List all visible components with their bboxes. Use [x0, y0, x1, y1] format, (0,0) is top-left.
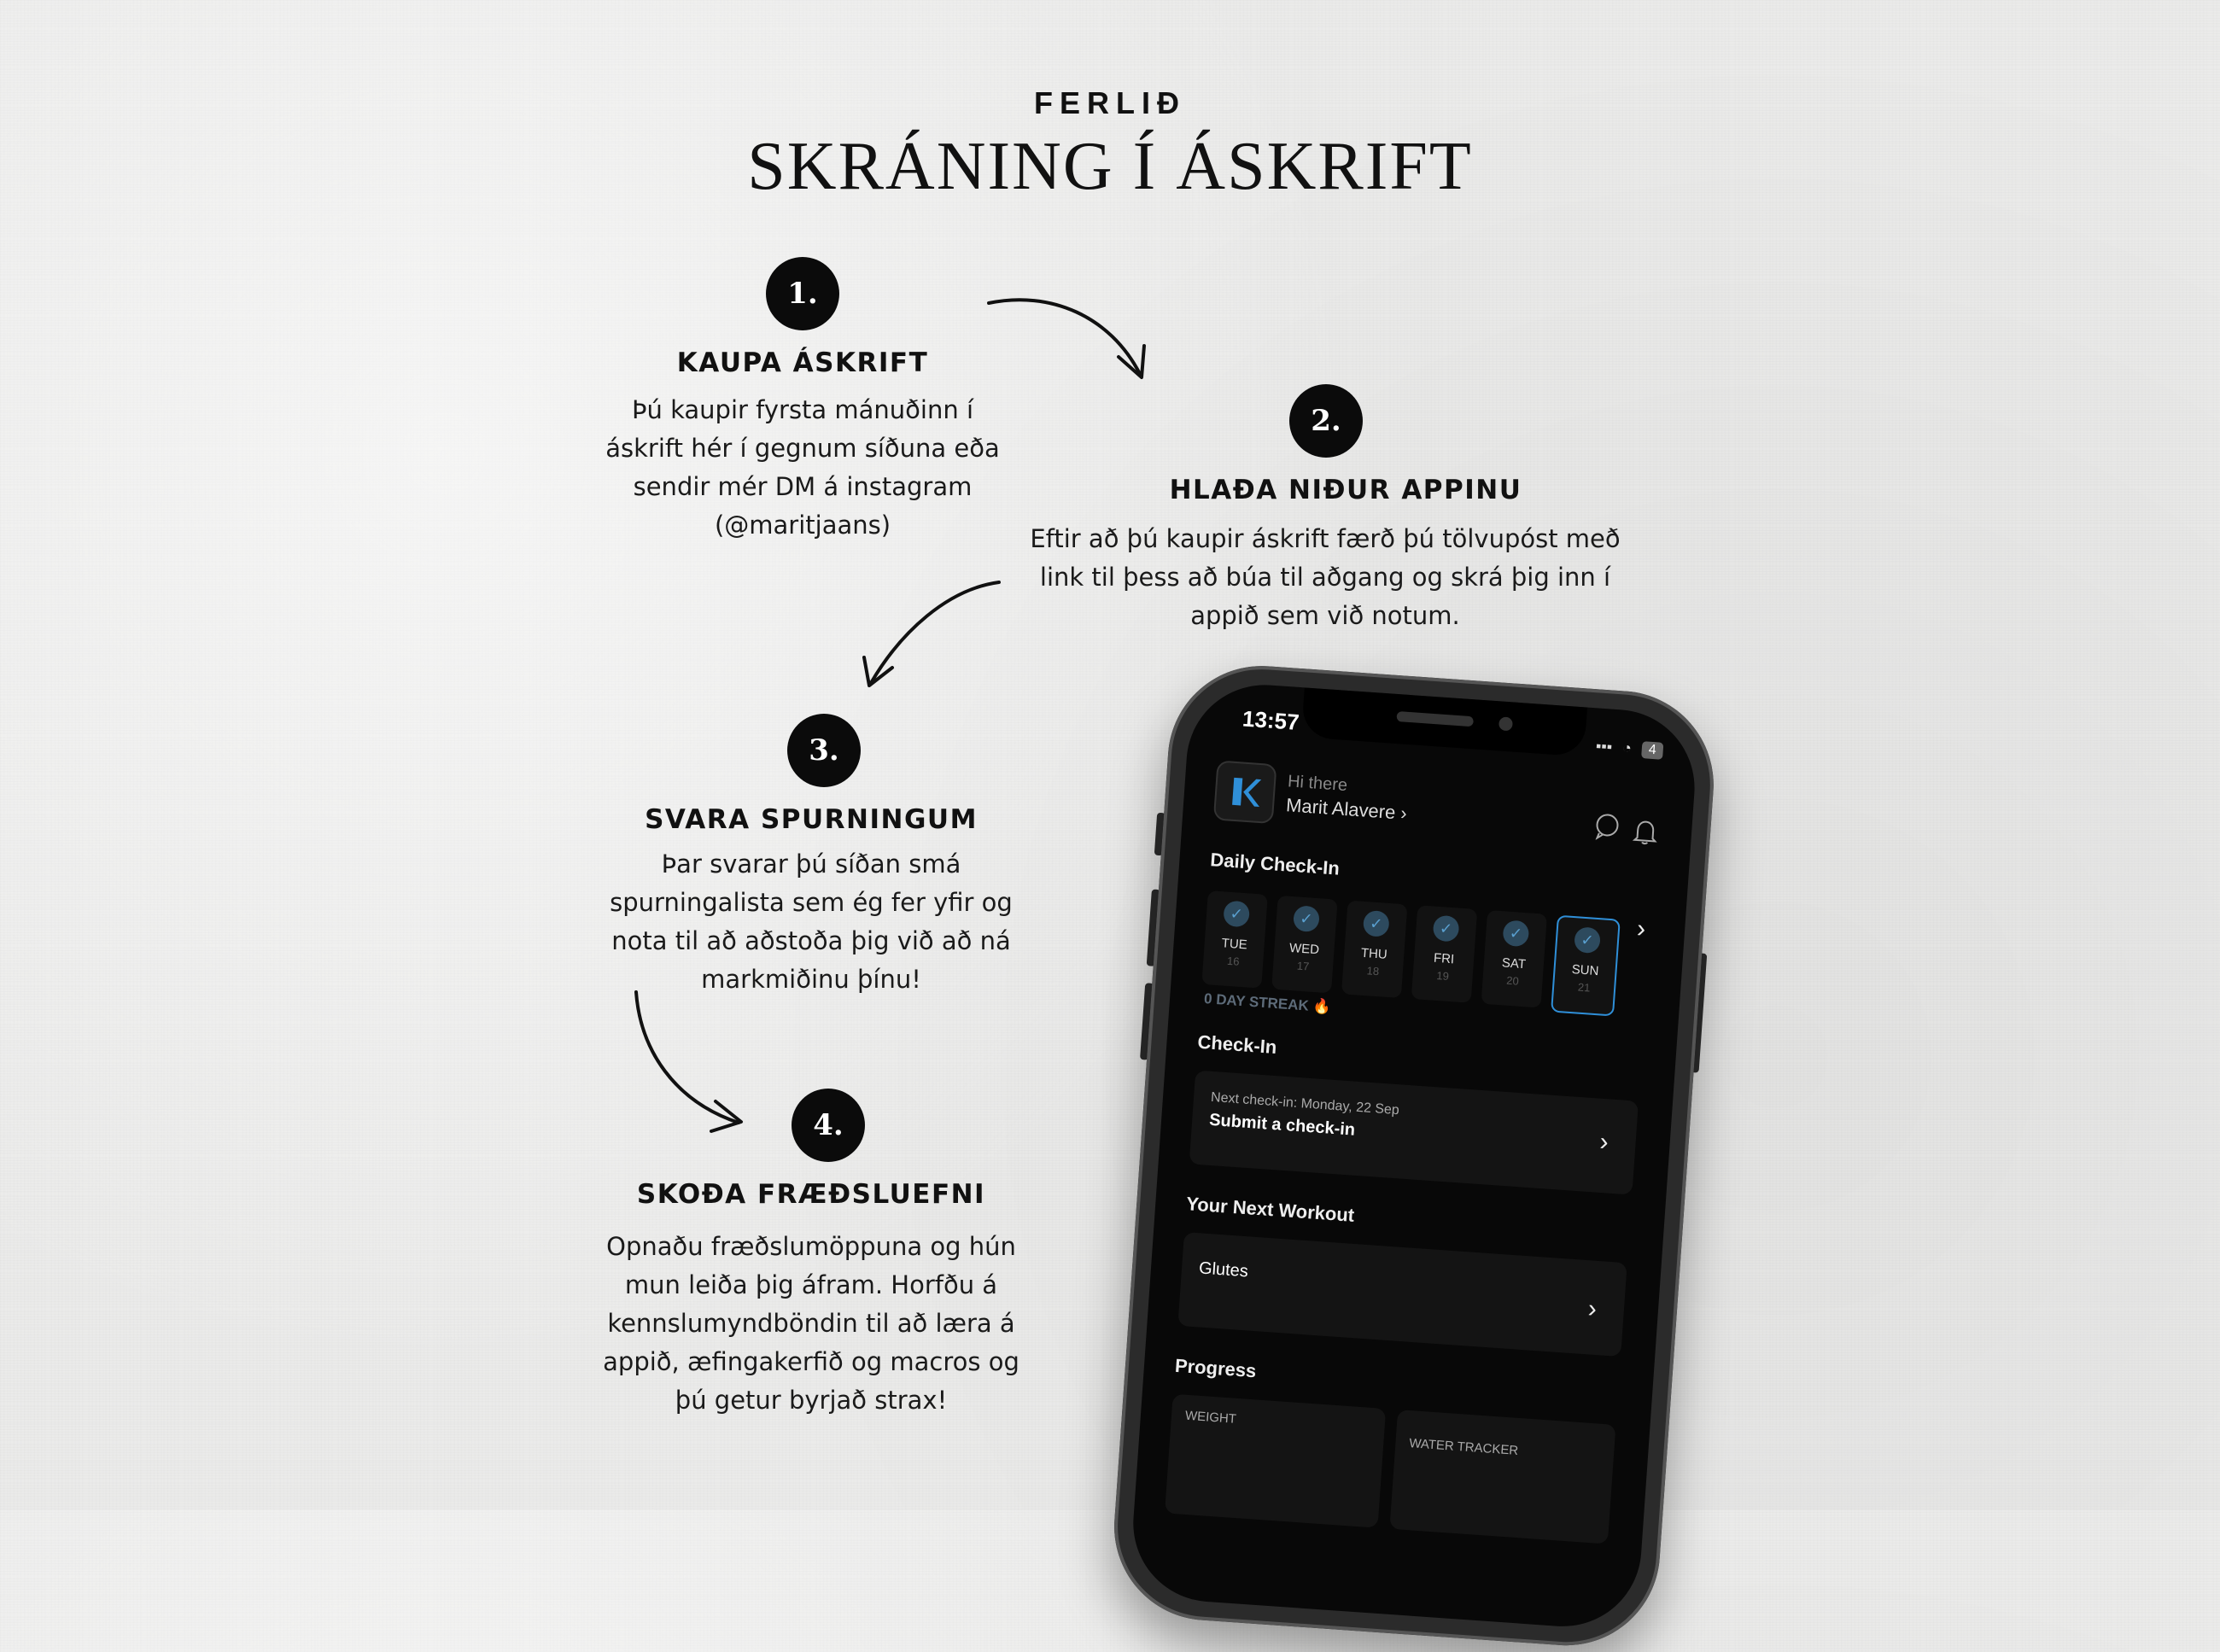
step-4-title: SKOÐA FRÆÐSLUEFNI [636, 1179, 986, 1210]
daily-checkin-title: Daily Check-In [1209, 849, 1341, 879]
phone-camera [1498, 716, 1513, 731]
step-4-text: Opnaðu fræðslumöppuna og hún mun leiða þig áfram. Horfðu á kennslumyndböndin til að læra á appið, æfingakerfið og macros og þú getur byrjað strax! [603, 1232, 1019, 1415]
status-bar-right [1595, 737, 1663, 759]
arrow-3-to-4 [636, 992, 739, 1123]
day-fri[interactable]: ✓ FRI 19 [1411, 905, 1478, 1003]
step-4-number: 4. [792, 1089, 865, 1162]
check-icon: ✓ [1433, 915, 1460, 943]
streak-label: 0 DAY STREAK 🔥 [1203, 990, 1332, 1016]
submit-checkin-label: Submit a check-in [1208, 1110, 1356, 1140]
phone-notch [1301, 687, 1587, 756]
step-3-number: 3. [787, 714, 861, 787]
arrow-3-to-4-head [711, 1101, 741, 1131]
chevron-right-icon: › [1598, 1127, 1610, 1157]
weight-card[interactable] [1165, 1394, 1386, 1528]
submit-checkin-card[interactable] [1189, 1071, 1639, 1195]
chat-bubble-icon[interactable] [1592, 810, 1622, 841]
user-name-link[interactable] [1285, 794, 1407, 825]
greeting-text: Hi there [1287, 772, 1348, 796]
phone-screen [1128, 680, 1700, 1632]
chevron-right-icon[interactable]: › [1635, 914, 1647, 943]
step-1-text: Þú kaupir fyrsta mánuðinn í áskrift hér í gegnum síðuna eða sendir mér DM á instagram (@maritjaans) [605, 395, 1000, 540]
weight-label: WEIGHT [1184, 1408, 1237, 1427]
user-name: Marit Alavere [1285, 794, 1397, 824]
phone-speaker [1396, 711, 1474, 727]
progress-title: Progress [1174, 1354, 1258, 1382]
step-2-text: Eftir að þú kaupir áskrift færð þú tölvupóst með link til þess að búa til aðgang og skrá þig inn í appið sem við notum. [1030, 524, 1621, 630]
k-logo-icon[interactable] [1213, 760, 1277, 824]
step-2-number: 2. [1289, 384, 1363, 458]
check-icon: ✓ [1502, 919, 1529, 947]
arrow-2-to-3 [871, 582, 999, 683]
day-tue[interactable]: ✓ TUE 16 [1201, 890, 1268, 989]
next-checkin-text: Next check-in: Monday, 22 Sep [1210, 1089, 1400, 1118]
day-sat[interactable]: ✓ SAT 20 [1481, 910, 1548, 1008]
next-workout-title: Your Next Workout [1185, 1193, 1355, 1226]
page-kicker: FERLIÐ [1034, 85, 1186, 120]
phone-mockup [1108, 660, 1720, 1652]
chevron-right-icon: › [1586, 1294, 1598, 1323]
check-icon: ✓ [1293, 905, 1320, 932]
bell-icon[interactable] [1630, 816, 1661, 847]
wifi-icon: ◔ [1621, 738, 1633, 757]
day-thu[interactable]: ✓ THU 18 [1341, 901, 1408, 999]
battery-indicator: 4 [1641, 741, 1663, 760]
next-workout-card[interactable] [1177, 1232, 1627, 1357]
chevron-right-icon: › [1399, 802, 1408, 825]
day-sun-selected[interactable]: ✓ SUN 21 [1551, 915, 1621, 1017]
step-3-title: SVARA SPURNINGUM [645, 804, 978, 835]
page-title: SKRÁNING Í ÁSKRIFT [747, 129, 1473, 204]
check-icon: ✓ [1363, 910, 1390, 937]
arrow-1-to-2-head [1119, 346, 1144, 377]
step-3-text: Þar svarar þú síðan smá spurningalista sem ég fer yfir og nota til að aðstoða þig við að ná markmiðinu þínu! [610, 849, 1013, 994]
workout-name: Glutes [1198, 1258, 1249, 1281]
checkin-title: Check-In [1196, 1030, 1278, 1059]
check-icon: ✓ [1223, 900, 1250, 927]
k-logo-glyph [1227, 773, 1264, 810]
water-tracker-label: WATER TRACKER [1408, 1436, 1519, 1458]
arrow-2-to-3-head [864, 657, 892, 686]
day-wed[interactable]: ✓ WED 17 [1271, 896, 1338, 994]
water-tracker-card[interactable] [1389, 1410, 1615, 1544]
phone-body [1108, 660, 1720, 1652]
step-1-title: KAUPA ÁSKRIFT [676, 347, 929, 378]
signal-icon: ▪▪▪ [1595, 737, 1613, 756]
step-1-number: 1. [766, 257, 839, 330]
check-icon: ✓ [1574, 926, 1601, 954]
step-2-title: HLAÐA NIÐUR APPINU [1169, 475, 1522, 505]
status-time: 13:57 [1241, 705, 1300, 735]
